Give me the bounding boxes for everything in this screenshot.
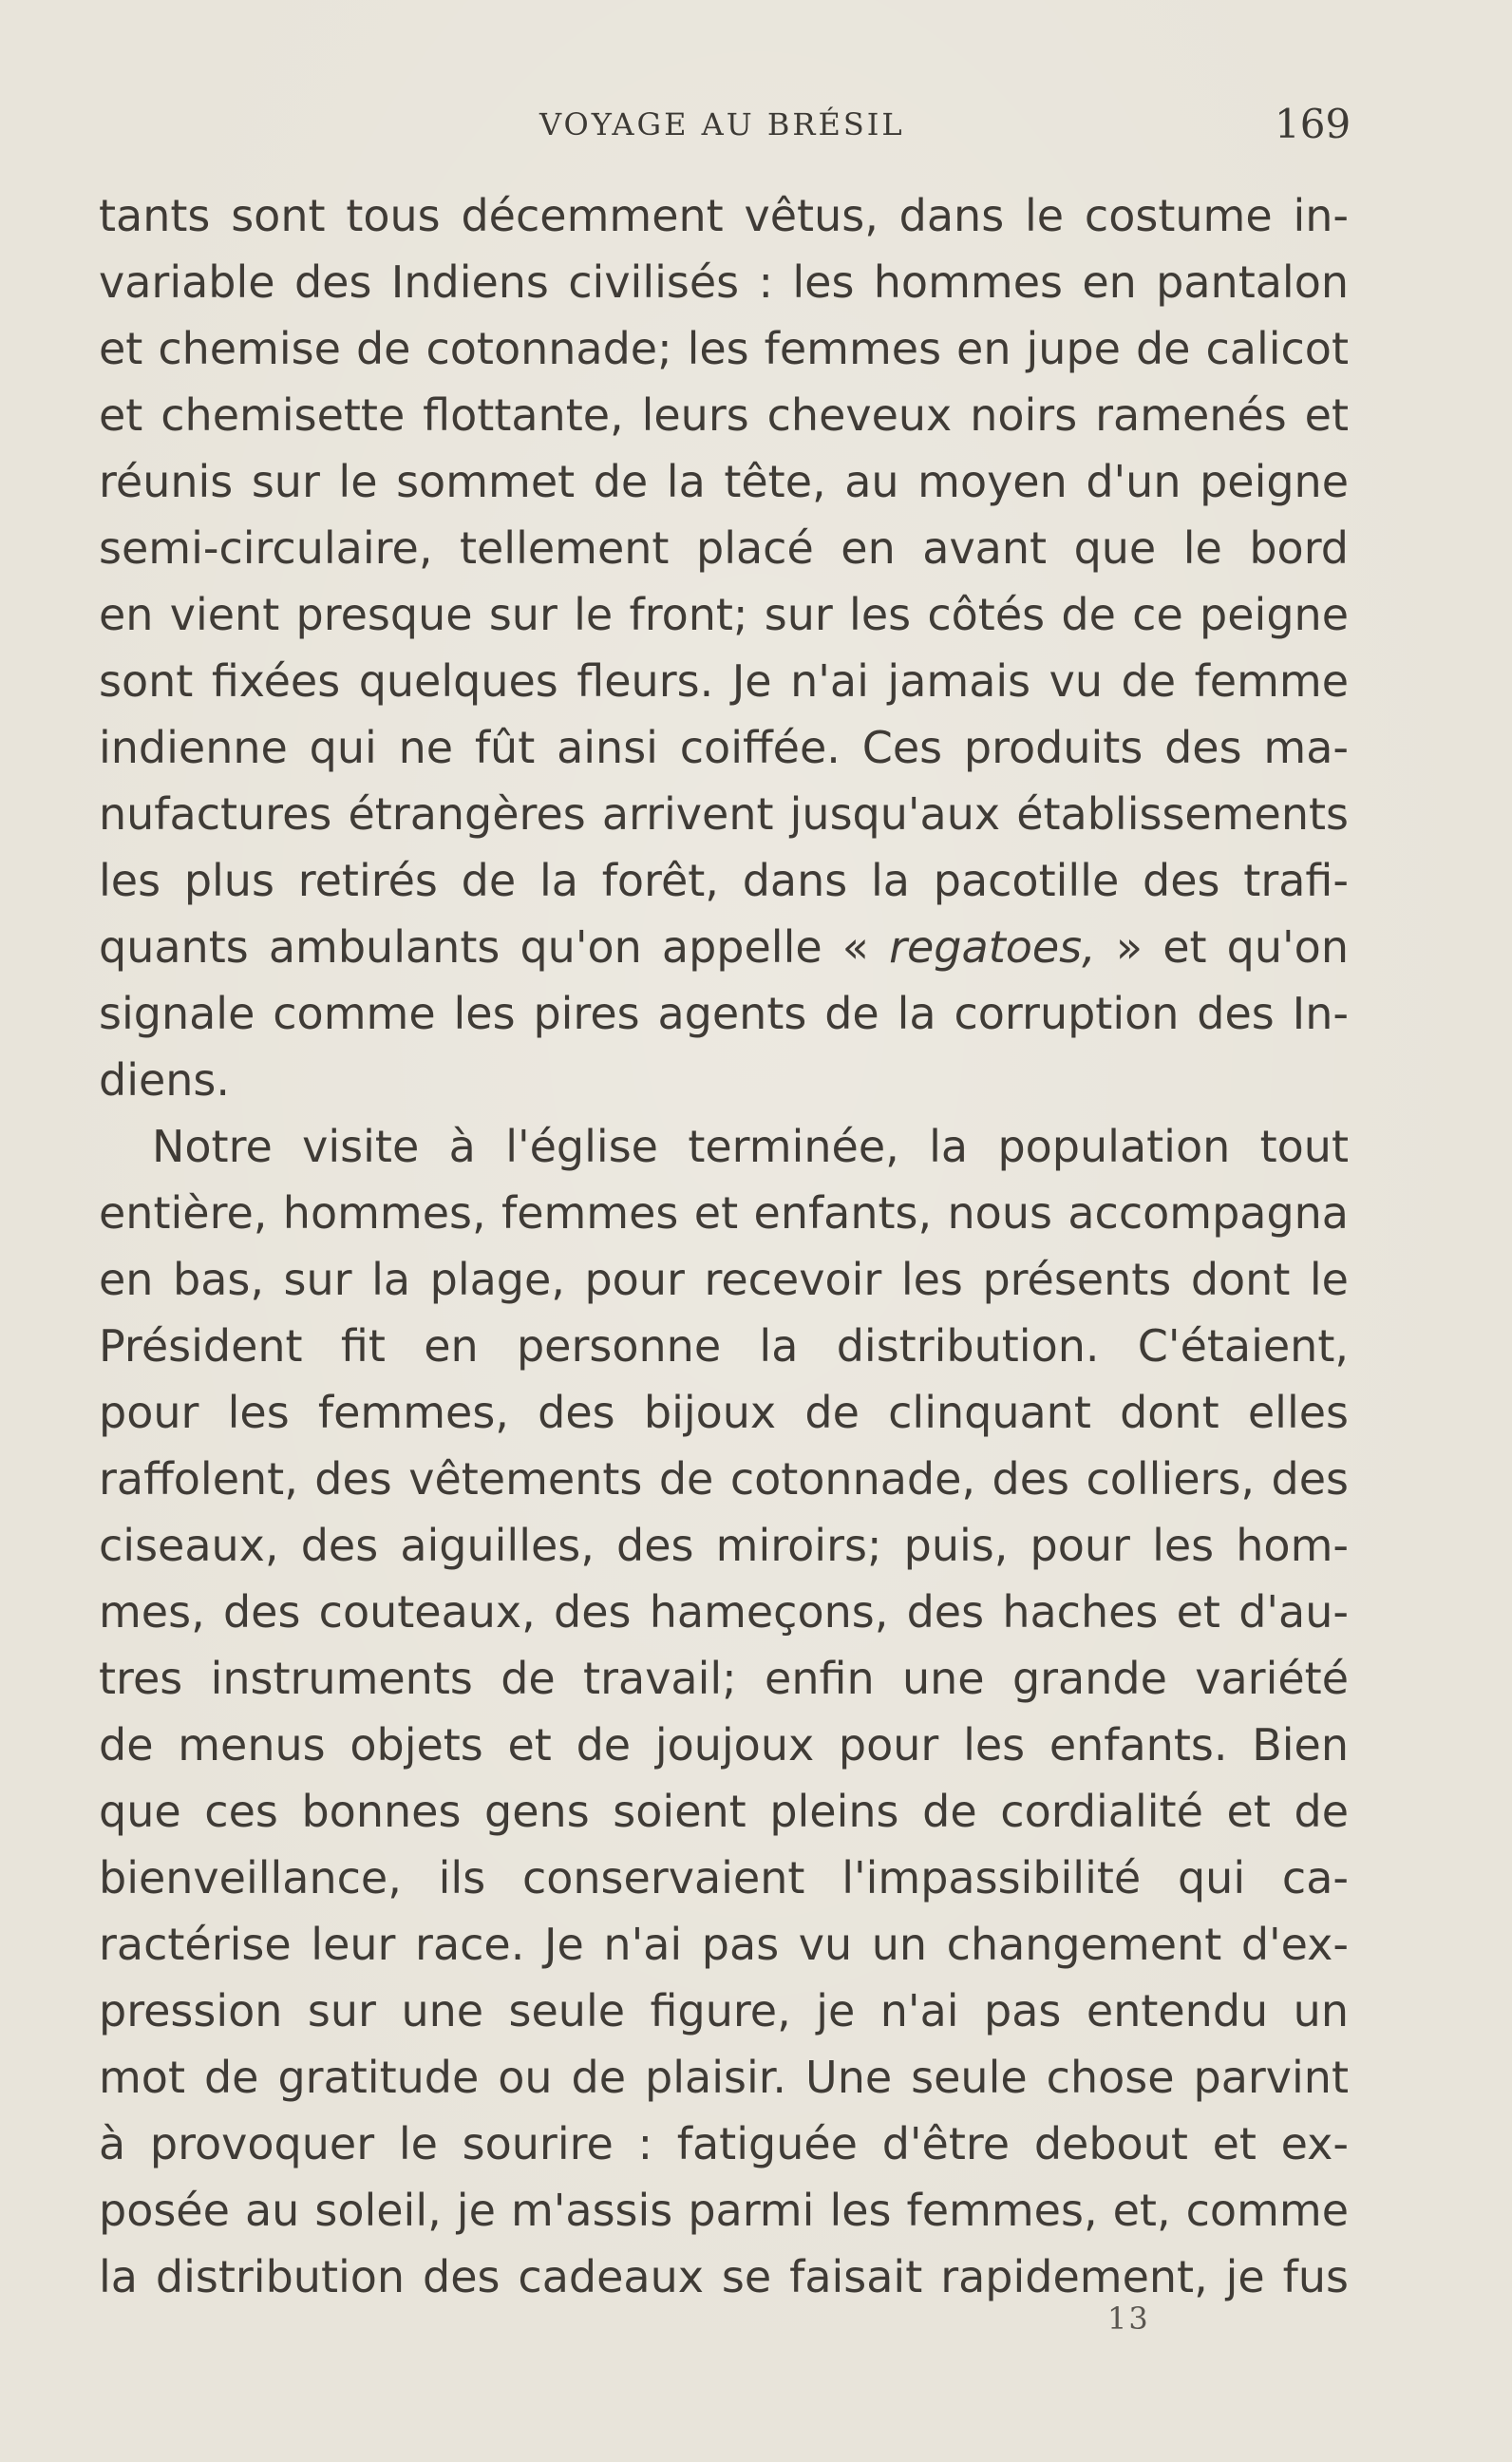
text-segment: quants ambulants qu'on appelle « xyxy=(99,921,890,973)
text-line: ractérise leur race. Je n'ai pas vu un changement d'ex- xyxy=(99,1919,1349,1970)
text-line: bienveillance, ils conservaient l'impassibilité qui ca- xyxy=(99,1852,1349,1903)
text-line: de menus objets et de joujoux pour les enfants. Bien xyxy=(99,1719,1349,1771)
text-line: Président fit en personne la distribution. C'étaient, xyxy=(99,1320,1349,1372)
text-line: la distribution des cadeaux se faisait rapidement, je fus xyxy=(99,2251,1349,2302)
text-line: posée au soleil, je m'assis parmi les femmes, et, comme xyxy=(99,2185,1349,2236)
text-line: et chemise de cotonnade; les femmes en jupe de calicot xyxy=(99,323,1349,374)
text-line-last: diens. xyxy=(99,1054,231,1106)
text-line: mes, des couteaux, des hameçons, des haches et d'au- xyxy=(99,1586,1349,1638)
text-line: en bas, sur la plage, pour recevoir les présents dont le xyxy=(99,1254,1349,1305)
text-line: pression sur une seule figure, je n'ai pas entendu un xyxy=(99,1985,1349,2036)
text-line: indienne qui ne fût ainsi coiffée. Ces produits des ma- xyxy=(99,722,1349,773)
text-line: variable des Indiens civilisés : les hommes en pantalon xyxy=(99,256,1349,308)
text-line: semi-circulaire, tellement placé en avant que le bord xyxy=(99,522,1349,574)
running-head xyxy=(0,101,1512,163)
text-line: nufactures étrangères arrivent jusqu'aux établissements xyxy=(99,788,1349,840)
body-text xyxy=(99,182,1349,2310)
text-line: en vient presque sur le front; sur les côtés de ce peigne xyxy=(99,589,1349,640)
text-line: tants sont tous décemment vêtus, dans le costume in- xyxy=(99,190,1349,241)
text-line: et chemisette flottante, leurs cheveux noirs ramenés et xyxy=(99,389,1349,441)
text-line: tres instruments de travail; enfin une grande variété xyxy=(99,1653,1349,1704)
text-segment: » et qu'on xyxy=(1095,921,1349,973)
text-line: pour les femmes, des bijoux de clinquant dont elles xyxy=(99,1387,1349,1438)
paragraph-first-line: Notre visite à l'église terminée, la population tout xyxy=(152,1121,1349,1172)
text-line: sont fixées quelques fleurs. Je n'ai jamais vu de femme xyxy=(99,655,1349,707)
text-line: entière, hommes, femmes et enfants, nous accompagna xyxy=(99,1187,1349,1239)
text-line: que ces bonnes gens soient pleins de cordialité et de xyxy=(99,1786,1349,1837)
running-title: VOYAGE AU BRÉSIL xyxy=(539,106,905,142)
text-line: mot de gratitude ou de plaisir. Une seule chose parvint xyxy=(99,2052,1349,2103)
text-line: réunis sur le sommet de la tête, au moyen d'un peigne xyxy=(99,456,1349,507)
text-line: à provoquer le sourire : fatiguée d'être debout et ex- xyxy=(99,2118,1349,2169)
text-line: raffolent, des vêtements de cotonnade, des colliers, des xyxy=(99,1453,1349,1505)
page-number: 169 xyxy=(1275,101,1351,147)
italic-term: regatoes, xyxy=(889,921,1096,973)
text-line: ciseaux, des aiguilles, des miroirs; puis, pour les hom- xyxy=(99,1520,1349,1571)
text-line: les plus retirés de la forêt, dans la pacotille des trafi- xyxy=(99,855,1349,906)
signature-mark: 13 xyxy=(1107,2301,1150,2337)
text-line: signale comme les pires agents de la corruption des In- xyxy=(99,988,1349,1039)
text-line-with-italic xyxy=(99,914,1349,980)
